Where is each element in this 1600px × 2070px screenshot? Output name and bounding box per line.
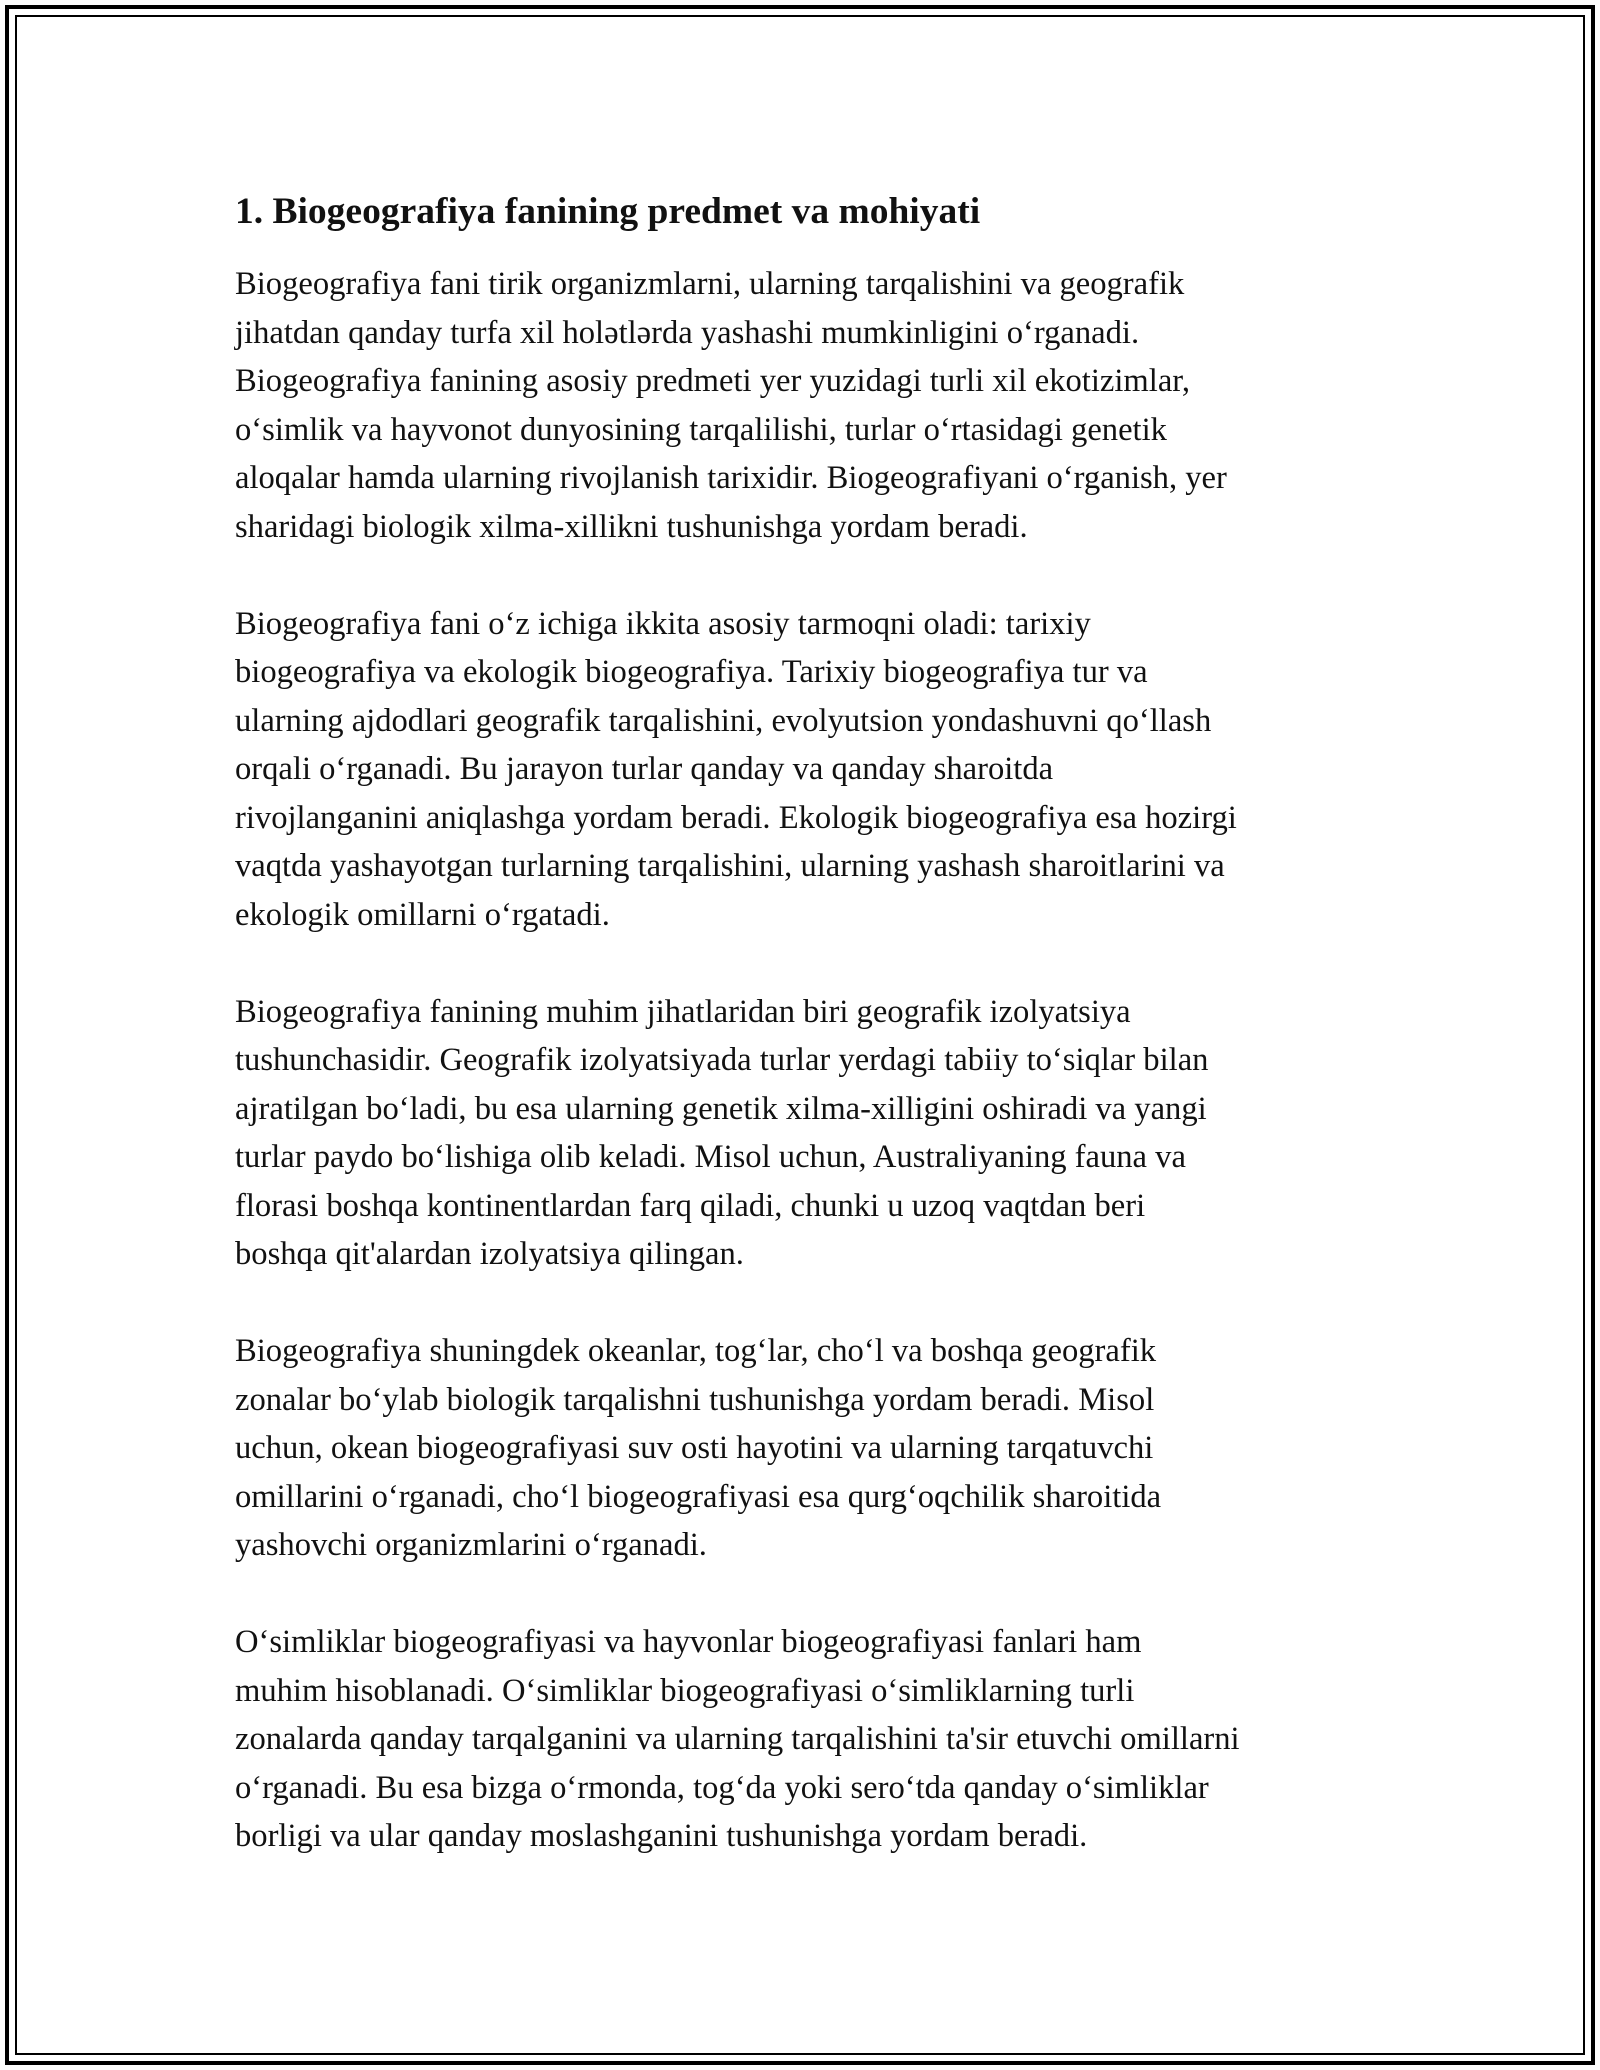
- paragraph-3: [235, 988, 1375, 1279]
- paragraph-line: tushunchasidir. Geografik izolyatsiyada turlar yerdagi tabiiy to‘siqlar bilan: [235, 1042, 1209, 1078]
- paragraph-line: o‘rganadi. Bu esa bizga o‘rmonda, tog‘da yoki sero‘tda qanday o‘simliklar: [235, 1769, 1209, 1806]
- paragraph-line: florasi boshqa kontinentlardan farq qiladi, chunki u uzoq vaqtdan beri: [235, 1187, 1146, 1224]
- paragraph-line: vaqtda yashayotgan turlarning tarqalishini, ularning yashash sharoitlarini va: [235, 848, 1225, 884]
- paragraph-line: o‘simlik va hayvonot dunyosining tarqalilishi, turlar o‘rtasidagi genetik: [235, 411, 1167, 448]
- paragraph-line: zonalar bo‘ylab biologik tarqalishni tushunishga yordam beradi. Misol: [235, 1381, 1155, 1418]
- paragraph-line: zonalarda qanday tarqalganini va ularning tarqalishini ta'sir etuvchi omillarni: [235, 1721, 1240, 1757]
- paragraph-line: boshqa qit'alardan izolyatsiya qilingan.: [235, 1236, 744, 1272]
- paragraph-line: jihatdan qanday turfa xil holətlərda yashashi mumkinligini o‘rganadi.: [235, 314, 1140, 351]
- paragraph-line: omillarini o‘rganadi, cho‘l biogeografiyasi esa qurg‘oqchilik sharoitida: [235, 1478, 1162, 1515]
- paragraph-line: Biogeografiya fanining asosiy predmeti yer yuzidagi turli xil ekotizimlar,: [235, 363, 1190, 399]
- paragraph-line: biogeografiya va ekologik biogeografiya. Tarixiy biogeografiya tur va: [235, 654, 1148, 690]
- paragraph-line: borligi va ular qanday moslashganini tushunishga yordam beradi.: [235, 1818, 1088, 1854]
- paragraph-line: yashovchi organizmlarini o‘rganadi.: [235, 1527, 707, 1563]
- paragraph-line: Biogeografiya fani tirik organizmlarni, ularning tarqalishini va geografik: [235, 266, 1185, 302]
- paragraph-line: ekologik omillarni o‘rgatadi.: [235, 896, 610, 933]
- paragraph-line: turlar paydo bo‘lishiga olib keladi. Misol uchun, Australiyaning fauna va: [235, 1139, 1186, 1175]
- paragraph-line: Biogeografiya fanining muhim jihatlaridan biri geografik izolyatsiya: [235, 993, 1131, 1030]
- paragraph-1: [235, 260, 1375, 551]
- paragraph-line: rivojlanganini aniqlashga yordam beradi. Ekologik biogeografiya esa hozirgi: [235, 799, 1237, 836]
- paragraph-line: Biogeografiya shuningdek okeanlar, tog‘lar, cho‘l va boshqa geografik: [235, 1333, 1157, 1369]
- paragraph-5: [235, 1618, 1375, 1861]
- paragraph-line: orqali o‘rganadi. Bu jarayon turlar qanday va qanday sharoitda: [235, 751, 1054, 787]
- document-title: 1. Biogeografiya fanining predmet va mohiyati: [235, 191, 981, 232]
- paragraph-2: [235, 600, 1375, 940]
- paragraph-line: ularning ajdodlari geografik tarqalishini, evolyutsion yondashuvni qo‘llash: [235, 702, 1212, 739]
- paragraph-line: Biogeografiya fani o‘z ichiga ikkita asosiy tarmoqni oladi: tarixiy: [235, 605, 1091, 642]
- paragraph-line: O‘simliklar biogeografiyasi va hayvonlar biogeografiyasi fanlari ham: [235, 1624, 1142, 1660]
- paragraph-line: sharidagi biologik xilma-xillikni tushunishga yordam beradi.: [235, 508, 1028, 545]
- document-body: [235, 188, 1375, 1909]
- paragraph-line: uchun, okean biogeografiyasi suv osti hayotini va ularning tarqatuvchi: [235, 1430, 1154, 1466]
- paragraph-line: aloqalar hamda ularning rivojlanish tarixidir. Biogeografiyani o‘rganish, yer: [235, 460, 1227, 496]
- paragraph-4: [235, 1327, 1375, 1570]
- paragraph-line: ajratilgan bo‘ladi, bu esa ularning genetik xilma-xilligini oshiradi va yangi: [235, 1090, 1207, 1127]
- paragraph-line: muhim hisoblanadi. O‘simliklar biogeografiyasi o‘simliklarning turli: [235, 1672, 1135, 1709]
